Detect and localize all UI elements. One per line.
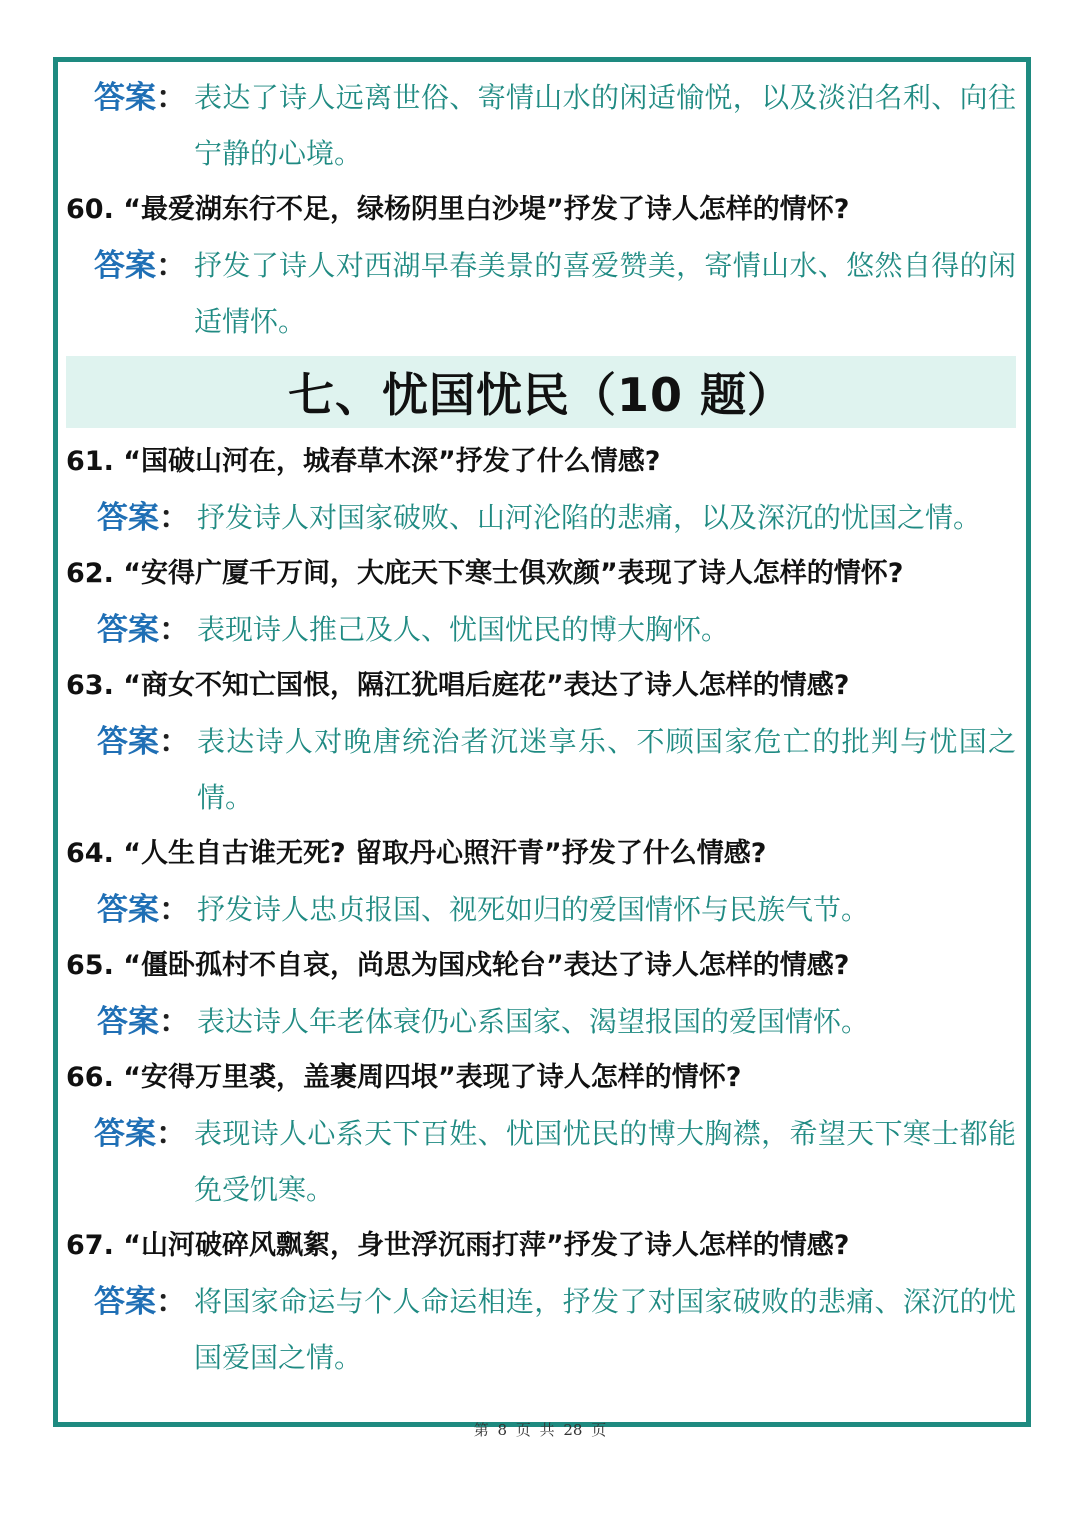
- answer-63: [66, 714, 1016, 826]
- question-60: 60. “最爱湖东行不足，绿杨阴里白沙堤”抒发了诗人怎样的情怀?: [66, 194, 850, 225]
- question-63: 63. “商女不知亡国恨，隔江犹唱后庭花”表达了诗人怎样的情感?: [66, 670, 850, 701]
- answer-text: 抒发诗人忠贞报国、视死如归的爱国情怀与民族气节。: [197, 893, 870, 926]
- page-footer: 第 8 页 共 28 页: [473, 1421, 607, 1439]
- question-66: 66. “安得万里裘，盖裹周四垠”表现了诗人怎样的情怀?: [66, 1062, 742, 1093]
- answer-text: 表达诗人年老体衰仍心系国家、渴望报国的爱国情怀。: [197, 1005, 870, 1038]
- answer-text: 表现诗人推己及人、忧国忧民的博大胸怀。: [197, 613, 730, 646]
- question-65: 65. “僵卧孤村不自哀，尚思为国戍轮台”表达了诗人怎样的情感?: [66, 950, 850, 981]
- answer-label: 答案：: [97, 1004, 190, 1040]
- question-67: 67. “山河破碎风飘絮，身世浮沉雨打萍”抒发了诗人怎样的情感?: [66, 1230, 850, 1261]
- answer-67: [66, 1274, 1016, 1386]
- answer-text: 将国家命运与个人命运相连，抒发了对国家破败的悲痛、深沉的忧国爱国之情。: [194, 1285, 1016, 1374]
- question-62: 62. “安得广厦千万间，大庇天下寒士俱欢颜”表现了诗人怎样的情怀?: [66, 558, 904, 589]
- answer-text: 表现诗人心系天下百姓、忧国忧民的博大胸襟，希望天下寒士都能免受饥寒。: [194, 1117, 1016, 1206]
- page-content: [66, 70, 1016, 1386]
- answer-text: 抒发诗人对国家破败、山河沦陷的悲痛，以及深沉的忧国之情。: [197, 501, 982, 534]
- answer-label: 答案：: [94, 1284, 187, 1320]
- answer-label: 答案：: [94, 248, 187, 284]
- answer-62: [66, 602, 1016, 658]
- answer-label: 答案：: [97, 724, 190, 760]
- section-heading: 七、忧国忧民（10 题）: [66, 356, 1016, 428]
- answer-61: [66, 490, 1016, 546]
- question-64: 64. “人生自古谁无死? 留取丹心照汗青”抒发了什么情感?: [66, 838, 767, 869]
- answer-label: 答案：: [97, 500, 190, 536]
- answer-66: [66, 1106, 1016, 1218]
- answer-60: [66, 238, 1016, 350]
- answer-label: 答案：: [97, 892, 190, 928]
- answer-59: [66, 70, 1016, 182]
- answer-64: [66, 882, 1016, 938]
- answer-label: 答案：: [94, 1116, 187, 1152]
- answer-text: 表达了诗人远离世俗、寄情山水的闲适愉悦，以及淡泊名利、向往宁静的心境。: [194, 81, 1016, 170]
- answer-text: 抒发了诗人对西湖早春美景的喜爱赞美，寄情山水、悠然自得的闲适情怀。: [194, 249, 1016, 338]
- question-61: 61. “国破山河在，城春草木深”抒发了什么情感?: [66, 446, 661, 477]
- answer-65: [66, 994, 1016, 1050]
- answer-label: 答案：: [94, 80, 187, 116]
- answer-label: 答案：: [97, 612, 190, 648]
- answer-text: 表达诗人对晚唐统治者沉迷享乐、不顾国家危亡的批判与忧国之情。: [197, 725, 1016, 814]
